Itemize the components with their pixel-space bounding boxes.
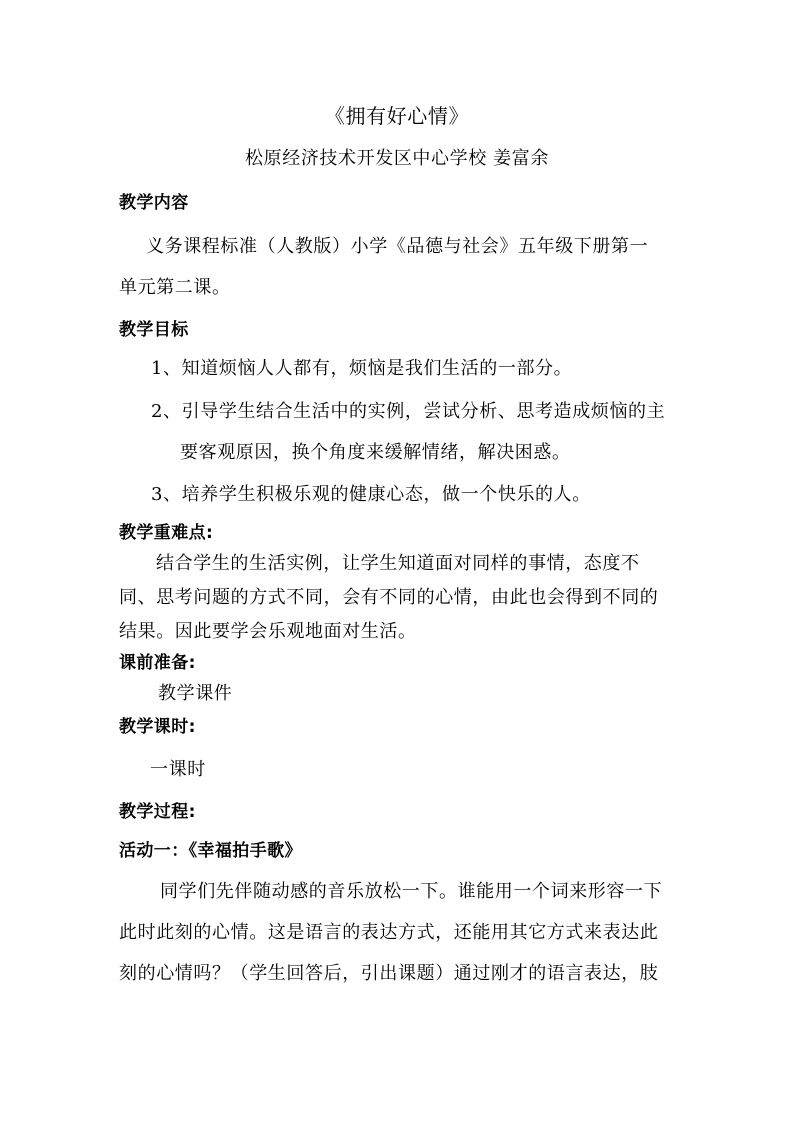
preparation-text: 教学课件 bbox=[158, 683, 233, 704]
goal-item-1: 1、知道烦恼人人都有，烦恼是我们生活的一部分。 bbox=[151, 358, 573, 379]
goal-item-2-line-2: 要客观原因，换个角度来缓解情绪，解决困惑。 bbox=[180, 442, 571, 463]
key-points-line-3: 结果。因此要学会乐观地面对生活。 bbox=[119, 621, 417, 642]
preparation-heading: 课前准备: bbox=[119, 653, 196, 673]
hours-text: 一课时 bbox=[150, 759, 206, 780]
key-points-line-1: 结合学生的生活实例，让学生知道面对同样的事情，态度不 bbox=[156, 553, 640, 574]
activity-text-line-3: 刻的心情吗？（学生回答后，引出课题）通过刚才的语言表达，肢 bbox=[119, 963, 659, 984]
activity-text-line-1: 同学们先伴随动感的音乐放松一下。谁能用一个词来形容一下 bbox=[160, 881, 663, 902]
goal-item-3: 3、培养学生积极乐观的健康心态，做一个快乐的人。 bbox=[151, 484, 591, 505]
process-heading: 教学过程: bbox=[119, 802, 196, 822]
activity-one-heading: 活动一：《幸福拍手歌》 bbox=[119, 841, 302, 861]
content-text-line-1: 义务课程标准（人教版）小学《品德与社会》五年级下册第一 bbox=[146, 236, 649, 257]
activity-text-line-2: 此时此刻的心情。这是语言的表达方式，还能用其它方式来表达此 bbox=[119, 922, 659, 943]
author-line: 松原经济技术开发区中心学校 姜富余 bbox=[245, 148, 549, 169]
key-points-line-2: 同、思考问题的方式不同，会有不同的心情，由此也会得到不同的 bbox=[119, 587, 659, 608]
content-text-line-2: 单元第二课。 bbox=[119, 277, 231, 298]
goal-item-2-line-1: 2、引导学生结合生活中的实例，尝试分析、思考造成烦恼的主 bbox=[151, 401, 666, 422]
document-title: 《拥有好心情》 bbox=[324, 104, 470, 128]
hours-heading: 教学课时: bbox=[119, 717, 196, 737]
content-heading: 教学内容 bbox=[119, 193, 189, 213]
goals-heading: 教学目标 bbox=[119, 320, 189, 340]
key-points-heading: 教学重难点: bbox=[119, 523, 214, 543]
